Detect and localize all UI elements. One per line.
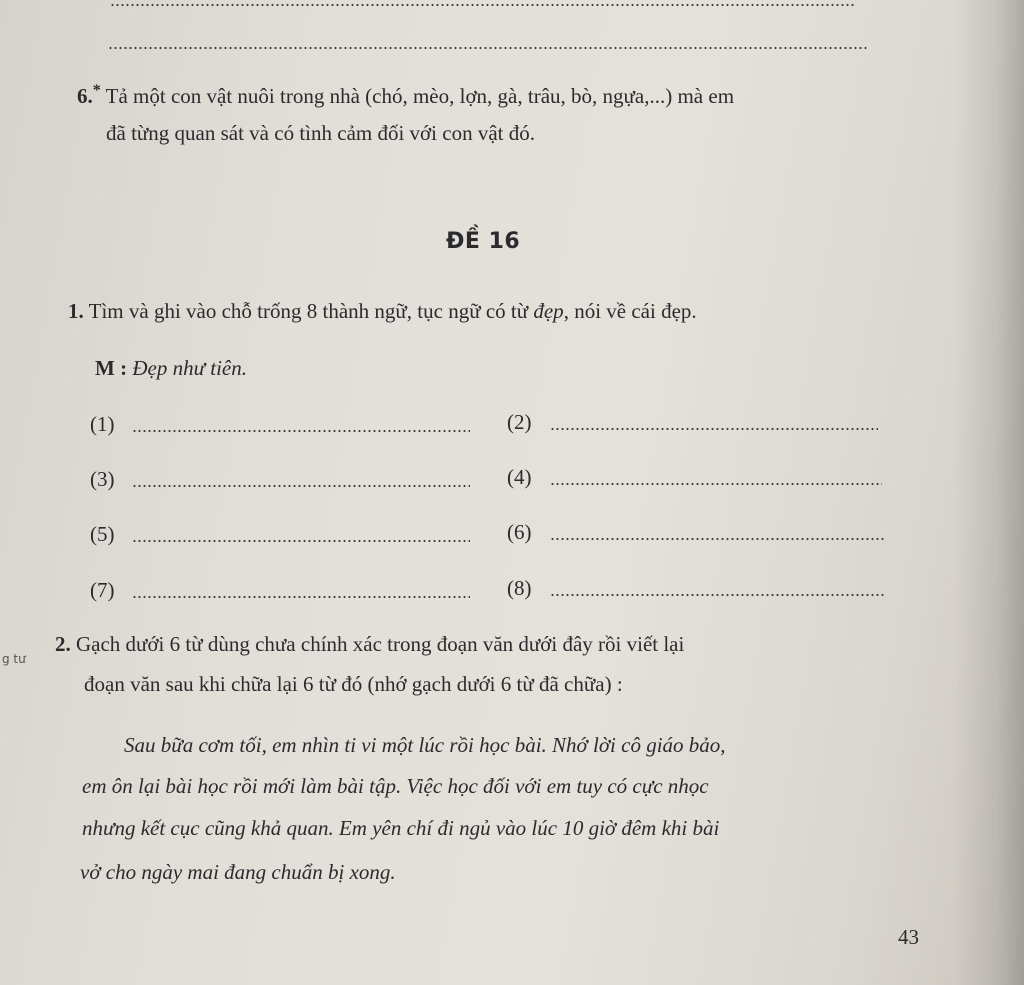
question-1-emphasis: đẹp xyxy=(533,299,564,323)
question-2-number: 2. xyxy=(55,632,71,656)
question-1-number: 1. xyxy=(68,299,84,323)
slot-4-label: (4) xyxy=(507,465,532,489)
slot-8-line[interactable] xyxy=(550,594,886,596)
example-text: Đẹp như tiên. xyxy=(132,356,248,380)
slot-8-label: (8) xyxy=(507,576,532,600)
slot-5-label: (5) xyxy=(90,522,115,546)
question-2-text-2: đoạn văn sau khi chữa lại 6 từ đó (nhớ gạch dưới 6 từ đã chữa) : xyxy=(84,672,623,696)
question-6-number: 6. xyxy=(77,84,93,108)
slot-6-line[interactable] xyxy=(550,538,885,540)
margin-mark: g tư xyxy=(2,652,26,666)
slot-7-label: (7) xyxy=(90,578,115,602)
slot-4-line[interactable] xyxy=(550,483,882,485)
slot-6-label: (6) xyxy=(507,520,532,544)
paragraph-line-1: Sau bữa cơm tối, em nhìn ti vi một lúc rồi học bài. Nhớ lời cô giáo bảo, xyxy=(124,733,726,757)
slot-7-line[interactable] xyxy=(132,596,470,598)
question-6-line-1 xyxy=(77,82,734,109)
question-1-text-before: Tìm và ghi vào chỗ trống 8 thành ngữ, tục ngữ có từ xyxy=(88,299,534,323)
paragraph-line-3: nhưng kết cục cũng khả quan. Em yên chí đi ngủ vào lúc 10 giờ đêm khi bài xyxy=(82,816,720,840)
question-6-text-2: đã từng quan sát và có tình cảm đối với con vật đó. xyxy=(106,121,535,145)
section-title: ĐỀ 16 xyxy=(446,229,521,254)
question-2-text-1: Gạch dưới 6 từ dùng chưa chính xác trong đoạn văn dưới đây rồi viết lại xyxy=(76,632,685,656)
slot-3-line[interactable] xyxy=(132,485,470,487)
slot-5-line[interactable] xyxy=(132,540,470,542)
paragraph-line-4: vở cho ngày mai đang chuẩn bị xong. xyxy=(80,860,396,884)
slot-1-line[interactable] xyxy=(132,430,470,432)
question-1 xyxy=(68,299,697,324)
question-6-text-1: Tả một con vật nuôi trong nhà (chó, mèo, lợn, gà, trâu, bò, ngựa,...) mà em xyxy=(105,84,735,108)
question-2-line-1 xyxy=(55,632,684,657)
answer-line-top-2 xyxy=(108,47,868,49)
answer-line-top-1 xyxy=(110,4,855,6)
example xyxy=(95,356,247,381)
page-edge-shadow xyxy=(954,0,1024,985)
slot-2-label: (2) xyxy=(507,410,532,434)
page-number: 43 xyxy=(898,925,919,949)
example-label: M : xyxy=(95,356,128,380)
paragraph-line-2: em ôn lại bài học rồi mới làm bài tập. Việc học đối với em tuy có cực nhọc xyxy=(82,774,709,798)
star-mark: * xyxy=(92,82,101,99)
slot-1-label: (1) xyxy=(90,412,115,436)
question-1-text-after: , nói về cái đẹp. xyxy=(563,299,697,323)
slot-2-line[interactable] xyxy=(550,428,878,430)
slot-3-label: (3) xyxy=(90,467,115,491)
